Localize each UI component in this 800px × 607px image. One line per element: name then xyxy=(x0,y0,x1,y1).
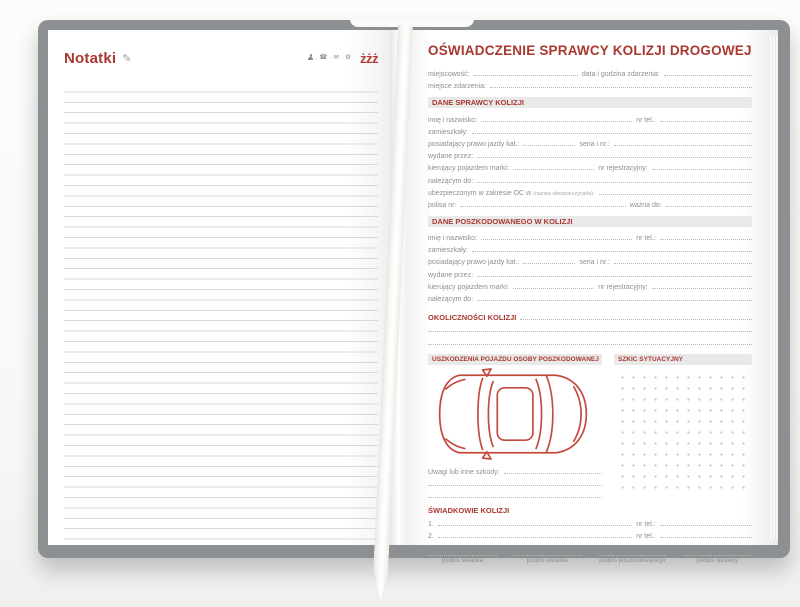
form-row xyxy=(428,79,752,91)
fill-line xyxy=(523,145,575,146)
fill-line xyxy=(477,300,752,301)
section-header-szkic: SZKIC SYTUACYJNY xyxy=(614,354,752,365)
fill-line xyxy=(513,169,594,170)
person-icon xyxy=(308,54,319,63)
section-header-uszkodzenia: USZKODZENIA POJAZDU OSOBY POSZKODOWANEJ xyxy=(428,354,602,365)
fill-line xyxy=(477,157,752,158)
notes-title: Notatki xyxy=(64,50,117,67)
dot-grid xyxy=(614,369,752,491)
field-label: kierujący pojazdem marki: xyxy=(428,283,509,291)
form-row xyxy=(428,186,752,198)
signature-line xyxy=(513,555,582,556)
fill-line xyxy=(438,525,632,526)
field-label: 1. xyxy=(428,520,434,528)
form-title: OŚWIADCZENIE SPRAWCY KOLIZJI DROGOWEJ xyxy=(428,43,752,58)
fill-line xyxy=(660,537,752,538)
notes-header xyxy=(64,50,378,67)
form-row xyxy=(428,231,752,243)
field-label: wydane przez: xyxy=(428,153,474,161)
form-row xyxy=(428,255,752,267)
field-label: ubezpieczonym w zakresie OC w xyxy=(428,189,532,197)
signature-line xyxy=(683,555,752,556)
form-row xyxy=(428,125,752,137)
fill-line xyxy=(523,263,575,264)
section-header-sprawca: DANE SPRAWCY KOLIZJI xyxy=(428,97,752,108)
field-label: posiadający prawo jazdy kat.: xyxy=(428,140,520,148)
fill-line xyxy=(652,288,752,289)
witness-row xyxy=(428,529,752,541)
field-label: nr tel.: xyxy=(636,532,656,540)
fill-line xyxy=(474,75,578,76)
field-label: należącym do: xyxy=(428,296,474,303)
fill-line xyxy=(652,169,752,170)
sketch-column xyxy=(614,354,752,502)
field-label: ważna do: xyxy=(629,201,662,209)
fill-line xyxy=(614,263,752,264)
signature-label: podpis świadka xyxy=(526,557,568,564)
fill-line xyxy=(428,497,602,498)
signature-block xyxy=(598,555,667,564)
fill-line xyxy=(438,537,632,538)
signature-label: podpis sprawcy xyxy=(696,557,738,564)
fill-line xyxy=(666,206,752,207)
signature-label: podpis poszkodowanego xyxy=(599,557,666,564)
form-row xyxy=(428,311,752,323)
form-row xyxy=(428,161,752,173)
section-header-okolicznosci: OKOLICZNOŚCI KOLIZJI xyxy=(428,313,517,323)
section-header-swiadkowie: ŚWIADKOWIE KOLIZJI xyxy=(428,506,510,516)
form-row xyxy=(428,267,752,279)
fill-line xyxy=(490,87,752,88)
damage-column xyxy=(428,354,602,502)
field-label: zamieszkały: xyxy=(428,247,469,255)
field-label: Uwagi lub inne szkody: xyxy=(428,468,500,476)
field-label: miejsce zdarzenia: xyxy=(428,83,486,91)
fill-line xyxy=(599,194,752,195)
page-edge-stack xyxy=(770,36,778,539)
field-label: nr tel.: xyxy=(636,520,656,528)
book-cover xyxy=(38,20,790,564)
fill-line xyxy=(614,145,752,146)
signature-block xyxy=(428,555,497,564)
collision-statement-page xyxy=(406,30,778,564)
fill-line xyxy=(428,485,602,486)
field-label: zamieszkały: xyxy=(428,128,469,136)
fill-line xyxy=(513,288,594,289)
field-label: imię i nazwisko: xyxy=(428,116,478,124)
fill-line xyxy=(428,344,752,345)
form-row xyxy=(428,477,602,489)
envelope-icon: ✉ · xyxy=(334,55,346,62)
field-label: seria i nr.: xyxy=(579,140,610,148)
field-label: 2. xyxy=(428,532,434,540)
form-row xyxy=(428,198,752,210)
field-sublabel: (nazwa ubezpieczyciela): xyxy=(533,190,595,197)
section-header-poszkodowany: DANE POSZKODOWANEGO W KOLIZJI xyxy=(428,216,752,227)
fill-line xyxy=(660,239,752,240)
ruled-lines xyxy=(64,82,378,544)
form-row xyxy=(428,280,752,292)
fill-line xyxy=(660,121,752,122)
signature-row xyxy=(428,555,752,564)
contact-pictograms xyxy=(308,54,351,63)
form-row xyxy=(428,489,602,501)
fill-line xyxy=(481,121,632,122)
form-row xyxy=(428,112,752,124)
brand-logo: żżż xyxy=(360,51,378,66)
field-label: wydane przez: xyxy=(428,271,474,279)
field-label: polisa nr: xyxy=(428,201,457,209)
fill-line xyxy=(477,182,752,183)
signature-block xyxy=(513,555,582,564)
fill-line xyxy=(477,276,752,277)
left-notes-page xyxy=(48,30,390,545)
field-label: nr rejestracyjny: xyxy=(598,283,648,291)
field-label: miejscowość: xyxy=(428,71,470,79)
signature-line xyxy=(428,555,497,556)
field-label: należącym do: xyxy=(428,177,474,185)
field-label: nr tel.: xyxy=(636,116,656,124)
fill-line xyxy=(428,331,752,332)
field-label: posiadający prawo jazdy kat.: xyxy=(428,259,520,267)
fill-line xyxy=(472,133,752,134)
phone-icon: ☎ · xyxy=(319,55,333,62)
gear-icon: ⚙ xyxy=(345,54,351,62)
fill-line xyxy=(504,473,602,474)
field-label: data i godzina zdarzenia: xyxy=(581,71,660,79)
fill-line xyxy=(460,206,625,207)
form-row xyxy=(428,173,752,185)
open-pages xyxy=(48,30,777,564)
field-label: kierujący pojazdem marki: xyxy=(428,165,509,173)
form-row xyxy=(428,504,752,516)
fill-line xyxy=(520,319,751,320)
form-row xyxy=(428,137,752,149)
field-label: nr tel.: xyxy=(636,235,656,243)
damage-and-sketch xyxy=(428,354,752,502)
form-row xyxy=(428,323,752,335)
signature-label: podpis świadka xyxy=(441,557,483,564)
witness-row xyxy=(428,516,752,528)
signature-line xyxy=(598,555,667,556)
form-row xyxy=(428,67,752,79)
form-row xyxy=(428,335,752,347)
fill-line xyxy=(472,251,752,252)
fill-line xyxy=(481,239,632,240)
signature-block xyxy=(683,555,752,564)
field-label: imię i nazwisko: xyxy=(428,235,478,243)
form-row xyxy=(428,243,752,255)
form-row xyxy=(428,292,752,304)
fill-line xyxy=(664,75,752,76)
field-label: seria i nr.: xyxy=(579,259,610,267)
car-diagram xyxy=(428,368,602,465)
fill-line xyxy=(660,525,752,526)
pencil-icon: ✎ xyxy=(122,53,132,65)
field-label: nr rejestracyjny: xyxy=(598,165,648,173)
form-row xyxy=(428,465,602,477)
form-row xyxy=(428,149,752,161)
